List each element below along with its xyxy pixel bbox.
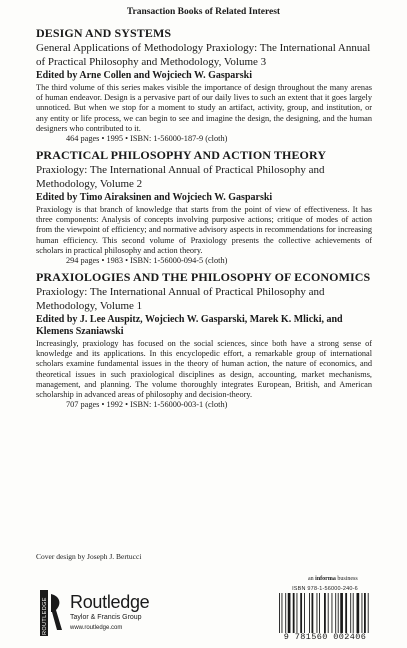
book-description: Increasingly, praxiology has focused on the social sciences, since both have a strong sense of knowledge and its applications. In this encyclopedic effort, a remarkable group of international scholars examine fundamental issues in the theory of human action, the nature of economics, and theoretical issues in such praxiological disciplines as design, accounting, market mechanisms, management, and planning. The volume thoroughly integrates European, British, and American scholarship in advanced areas of philosophy and decision-theory. [36,339,372,400]
book-editors: Edited by J. Lee Auspitz, Wojciech W. Gasparski, Marek K. Mlicki, and Klemens Szaniawski [36,314,343,338]
book-list [36,26,372,414]
informa-suffix: business [337,576,358,582]
routledge-logo [40,588,160,638]
book-description: Praxiology is that branch of knowledge that starts from the point of view of effectiveness. It has three components: Analysis of concepts involving purposive actions; critique of modes of action from the viewpoint of efficiency; and normative advisory aspects in recommendations for increasing human efficiency. This second volume of Praxiology presents the collective achievements of scholars in practical philosophy and action theory. [36,205,372,255]
page-header: Transaction Books of Related Interest [126,7,281,17]
book-title: PRAXIOLOGIES AND THE PHILOSOPHY OF ECONOMICS [36,270,371,285]
cover-design-credit: Cover design by Joseph J. Bertucci [36,552,142,561]
book-subtitle: Praxiology: The International Annual of Practical Philosophy and Methodology, Volume 2 [36,164,325,191]
routledge-vertical-mark-text: ROUTLEDGE [42,597,48,635]
publisher-brand: Routledge [70,592,150,612]
book-title: PRACTICAL PHILOSOPHY AND ACTION THEORY [36,148,327,163]
book-meta: 464 pages • 1995 • ISBN: 1-56000-187-9 (cloth) [66,134,228,144]
publisher-url: www.routledge.com [70,625,123,631]
isbn-barcode [276,586,374,642]
book-editors: Edited by Timo Airaksinen and Wojciech W. Gasparski [36,192,273,204]
book-meta: 707 pages • 1992 • ISBN: 1-56000-003-1 (cloth) [66,400,228,410]
book-title: DESIGN AND SYSTEMS [36,26,172,40]
routledge-vertical-mark-icon [40,590,64,636]
book-entry-3 [36,270,372,410]
informa-prefix: an [308,576,314,582]
book-description: The third volume of this series makes visible the importance of design throughout the many arenas of human endeavor. Design is a pervasive part of our daily lives to such an extent that it goes largely unnoticed. But when we stop for a moment to study an artifact, activity, group, and institution, or any entity or life process, we can begin to see and imagine the design, the designing, and the human designers who contributed to it. [36,83,372,133]
publisher-group: Taylor & Francis Group [70,614,142,621]
barcode-digits: 9 781560 002406 [283,632,367,642]
book-editors: Edited by Arne Collen and Wojciech W. Gasparski [36,70,252,81]
informa-brand: informa [315,576,336,582]
barcode-bars-icon [276,593,374,633]
book-entry-2 [36,148,372,266]
book-entry-1 [36,26,372,144]
isbn-label: ISBN 978-1-56000-240-6 [292,586,358,592]
book-subtitle: General Applications of Methodology Praxiology: The International Annual of Practical Philosophy and Methodology, Volume 3 [36,42,371,68]
book-meta: 294 pages • 1983 • ISBN: 1-56000-094-5 (cloth) [66,256,228,266]
informa-business-mark [308,576,358,582]
book-subtitle: Praxiology: The International Annual of Practical Philosophy and Methodology, Volume 1 [36,286,325,313]
